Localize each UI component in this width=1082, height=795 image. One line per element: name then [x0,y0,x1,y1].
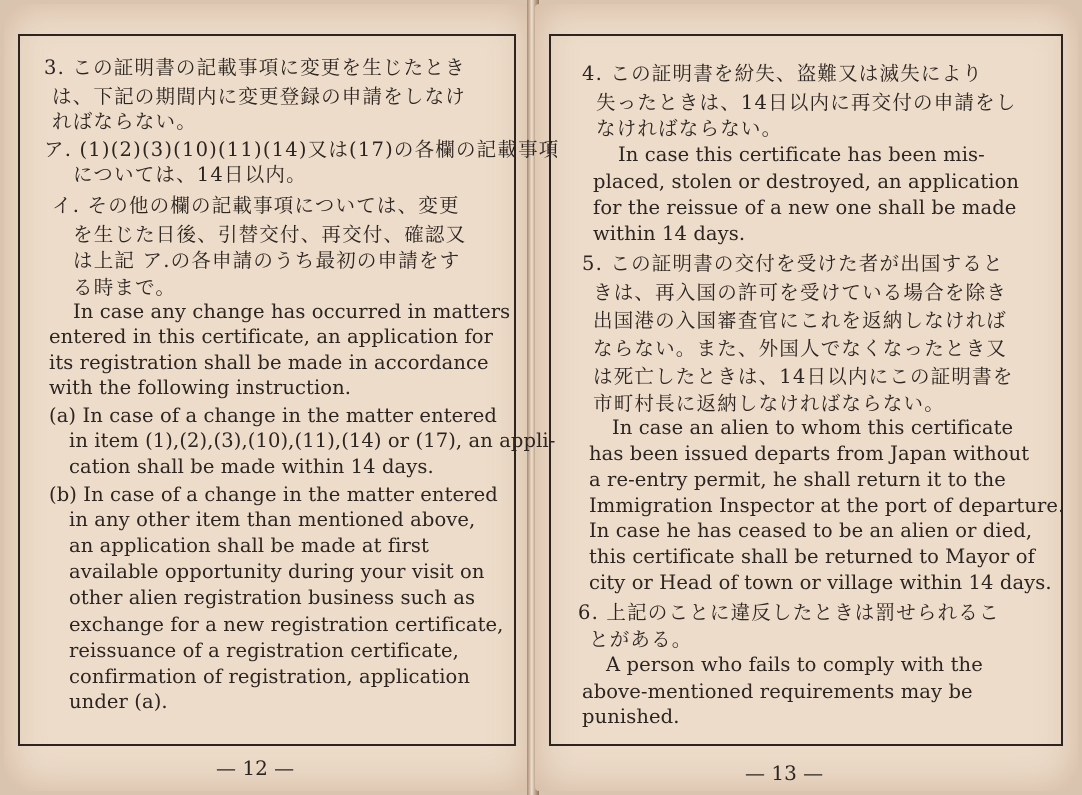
right-line: has been issued departs from Japan without [589,442,1030,465]
left-line: ア. (1)(2)(3)(10)(11)(14)又は(17)の各欄の記載事項 [44,138,560,161]
left-page-number: — 12 — [216,756,295,780]
left-line: 3. この証明書の記載事項に変更を生じたとき [44,56,466,79]
right-line: 6. 上記のことに違反したときは罰せられるこ [578,601,1000,624]
right-line: a re-entry permit, he shall return it to the [589,468,1006,491]
right-line: this certificate shall be returned to Mayor of [589,545,1035,568]
right-line: とがある。 [589,628,693,651]
right-line: placed, stolen or destroyed, an application [593,170,1020,193]
left-line: ればならない。 [52,110,197,133]
left-line: in any other item than mentioned above, [69,508,476,531]
right-line: for the reissue of a new one shall be made [593,196,1017,219]
left-line: については、14日以内。 [73,163,307,186]
left-line: (a) In case of a change in the matter entered [49,404,497,427]
left-line: reissuance of a registration certificate, [69,639,459,662]
right-line: ならない。また、外国人でなくなったとき又 [593,337,1008,360]
right-line: 出国港の入国審査官にこれを返納しなければ [593,309,1008,332]
right-line: 4. この証明書を紛失、盗難又は滅失により [582,62,984,85]
left-line: an application shall be made at first [69,534,429,557]
right-line: city or Head of town or village within 14 days. [589,571,1052,594]
right-line: 失ったときは、14日以内に再交付の申請をし [596,91,1017,114]
right-line: above-mentioned requirements may be [582,680,973,703]
right-line: In case an alien to whom this certificate [612,416,1014,439]
left-line: る時まで。 [73,276,177,299]
left-line: available opportunity during your visit on [69,560,485,583]
right-line: within 14 days. [593,222,746,245]
left-line: entered in this certificate, an application for [49,325,494,348]
left-line: exchange for a new registration certificate, [69,613,504,636]
right-line: In case this certificate has been mis- [618,143,985,166]
right-line: きは、再入国の許可を受けている場合を除き [593,281,1008,304]
right-line: punished. [582,705,680,728]
left-line: を生じた日後、引替交付、再交付、確認又 [73,223,467,246]
left-line: (b) In case of a change in the matter entered [49,483,498,506]
left-line: its registration shall be made in accordance [49,351,489,374]
left-line: in item (1),(2),(3),(10),(11),(14) or (17), an appli- [69,429,556,452]
left-line: は、下記の期間内に変更登録の申請をしなけ [52,85,467,108]
left-line: with the following instruction. [49,376,352,399]
right-line: なければならない。 [596,117,783,140]
left-line: under (a). [69,690,168,713]
left-line: cation shall be made within 14 days. [69,455,434,478]
right-line: A person who fails to comply with the [606,653,983,676]
right-line: 5. この証明書の交付を受けた者が出国すると [582,252,1004,275]
left-line: イ. その他の欄の記載事項については、変更 [52,194,460,217]
right-line: 市町村長に返納しなければならない。 [593,392,945,415]
left-line: confirmation of registration, application [69,665,471,688]
left-line: In case any change has occurred in matters [73,300,511,323]
right-line: は死亡したときは、14日以内にこの証明書を [593,365,1014,388]
right-line: In case he has ceased to be an alien or died, [589,519,1033,542]
left-line: は上記 ア.の各申請のうち最初の申請をす [73,249,461,272]
left-line: other alien registration business such as [69,586,476,609]
right-page-number: — 13 — [745,761,824,785]
right-line: Immigration Inspector at the port of departure. [589,494,1065,517]
